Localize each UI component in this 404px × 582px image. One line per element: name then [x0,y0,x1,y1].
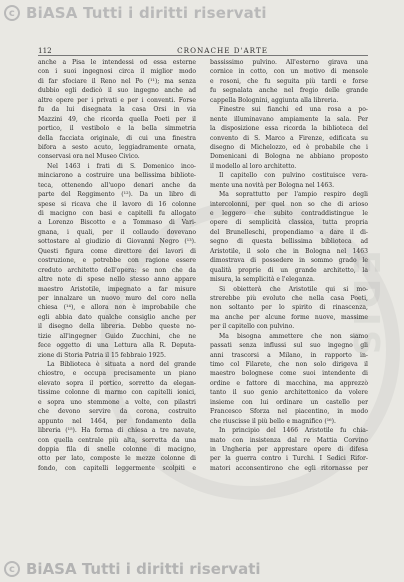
text-line: strerebbe più evoluto che nella casa Poeti, [210,294,368,302]
text-line: disegno di Michelozzo, ed è probabile che i [210,143,368,151]
text-line: passati senza influssi sul suo ingegno gli [210,342,368,350]
text-line: bassissimo pulvino. All'esterno girava una [210,59,368,66]
text-line: matori acconsentirono che egli ritornasse per [210,464,368,472]
text-line: qualità proprie di un grande architetto, la [210,266,368,274]
running-title: CRONACHE D'ARTE [177,46,268,55]
text-line: di far sfociare il Reno nel Po (¹¹); ma senza [38,77,196,85]
text-line: altre note di spese nello stesso anno appare [38,276,196,284]
watermark-top [4,4,267,22]
text-line: In principio del 1466 Aristotile fu chia- [219,427,368,435]
text-line: timo col Filarete, che non solo dirigeva il [210,361,368,368]
page-header [38,46,368,55]
text-line: parte del Reggimento (¹²). Da un libro di [38,191,196,199]
text-line: opere di semplicità classica, tutta propria [210,219,368,227]
text-line: sottostare al giudizio di Giovanni Negro (¹³). [38,238,196,246]
text-line: minciarono a costruire una bellissima bibliote- [38,172,196,180]
text-line: ma anche per alcune forme nuove, massime [210,313,368,321]
text-line: e sopra uno stemmone a volte, con pilastri [38,398,196,406]
text-line: libreria (¹⁵). Ha forma di chiesa a tre navate, [38,427,196,435]
text-line: appunto nel 1464, per fondamento della [38,417,196,425]
text-line: Francesco Sforza nel piacentino, in modo [210,408,368,416]
text-line: nente illuminavano ampiamente la sala. Per [210,115,368,123]
text-line: conservasi ora nel Museo Civico. [38,153,140,161]
text-line: tizie all'ingegner Guido Zucchini, che ne [38,332,196,340]
text-line: mente una novità per Bologna nel 1463. [210,181,335,189]
text-line: per innalzare un nuovo muro del coro nella [38,294,196,302]
text-line: teca, ottenendo all'uopo denari anche da [38,181,196,189]
watermark-bottom [4,560,261,578]
text-line: maestro Aristotile, impegnato a far misure [38,285,196,293]
text-line: della facciata originale, di cui una finestra [38,134,196,142]
text-line: misura, la semplicità e l'eleganza. [210,276,315,284]
text-line: mato con insistenza dal re Mattia Corvino [210,436,368,444]
page-number: 112 [38,46,52,55]
text-line: segno di questa bellissima biblioteca ad [210,238,368,246]
text-line: Questi figura come direttore dei lavori di [38,247,196,255]
text-line: il disegno della libreria. Debbo queste no- [38,323,196,331]
text-line: altre opere per i privati e per i conventi. Forse [38,96,196,104]
header-rule [38,55,368,56]
copyright-icon: c [4,561,20,577]
text-line: intercolonni, per quel non so che di arioso [210,200,368,208]
text-line: che devono servire da corona, costruito [38,408,196,416]
text-line: in Ungheria per apprestare opere di difesa [210,445,368,453]
text-line: cornice in cotto, con un motivo di mensole [210,68,368,76]
text-line: Il capitello con pulvino costituisce vera- [219,172,368,180]
text-line: Domenicani di Bologna ne abbiano proposto [210,153,368,161]
left-column [38,58,196,473]
text-line: La Biblioteca è situata a nord del grande [47,361,196,368]
text-line: maestro bolognese come suoi intendente di [210,370,368,378]
text-line: egli abbia dato qualche consiglio anche per [38,313,196,321]
text-columns [38,58,368,473]
text-line: fondo, con capitelli leggermente scolpiti e [38,464,196,472]
text-line: dimostrava di possedere in sommo grado le [210,257,368,265]
text-line: e rosoni, che fu seguita più tardi e forse [210,77,368,85]
text-line: gnana, i quali, per il collaudo dovevano [38,228,196,236]
text-line: Finestre sui fianchi ed una rosa a po- [219,106,368,114]
text-line: zione di Storia Patria il 15 febbraio 1925. [38,351,166,359]
text-line: di macigno con basi e capitelli fu allogato [38,210,196,217]
text-line: il modello al loro architetto. [210,162,297,170]
text-line: che riuscisse il più bello e magnifico (¹⁶). [210,417,336,425]
text-line: bifora a sesto acuto, leggiadramente ornata, [38,143,196,151]
text-line: e leggero che subito contraddistingue le [210,210,368,217]
text-line: cappella Bolognini, aggiunta alla libreria. [210,96,339,104]
text-line: otto per lato, composte le mezze colonne di [38,455,196,463]
text-line: Aristotile, il solo che in Bologna nel 1463 [210,247,368,255]
text-line: tissime colonne di marmo con capitelli ionici, [38,389,196,397]
text-line: creduto architetto dell'opera: se non che da [38,266,196,274]
text-line: tanto il suo genio architettonico da volere [210,389,368,397]
text-line: anche a Pisa le intendessi od essa esterne [38,59,196,66]
text-line: Ma soprattutto per l'ampio respiro degli [219,191,368,199]
text-line: con i suoi ingegnosi circa il miglior modo [38,68,196,76]
text-line: elevato sopra il portico, sorretto da elegan- [38,379,196,387]
watermark-text: BiASA Tutti i diritti riservati [26,4,267,22]
text-line: non soltanto per lo spirito di rinascenza, [210,304,368,312]
text-line: del Brunelleschi, propendiamo a dare il di- [210,228,368,236]
text-line: per il capitello con pulvino. [210,323,295,331]
text-line: Ma bisogna ammettere che non siamo [219,332,368,340]
text-line: portico, il vestibolo e la bella simmetria [38,125,196,133]
text-line: a Lorenzo Biscotto e a Tommaso di Vari- [38,219,196,227]
text-line: Nel 1463 i frati di S. Domenico inco- [47,162,196,170]
text-line: Si obietterà che Aristotile qui si mo- [219,285,368,293]
text-line: insieme con lui ordinare un castello per [210,398,368,406]
text-line: convento di S. Marco a Firenze, edificata su [210,134,368,142]
text-line: per la guerra contro i Turchi. I Sedici Rifor- [210,455,368,463]
right-column [210,58,368,473]
text-line: la disposizione essa ricorda la biblioteca del [210,125,368,133]
text-line: dubbio egli dedicò il suo ingegno anche ad [38,87,196,95]
text-line: fu da lui disegnata la casa Orsi in via [38,106,196,114]
text-line: con quella centrale più alta, sorretta da una [38,436,196,444]
text-line: fece oggetto di una Lettura alla R. Deputa- [38,342,196,350]
watermark-text: BiASA Tutti i diritti riservati [26,560,261,578]
text-line: anni trascorsi a Milano, in rapporto in- [210,351,368,359]
text-line: chiesa (¹⁴), e allora non è improbabile che [38,304,196,312]
text-line: ordine e fattore di macchina, ma apprezzò [210,379,368,387]
text-line: chiostro, e occupa precisamente un piano [38,370,196,378]
copyright-icon: c [4,5,20,21]
text-line: spese si ricava che il lavoro di 16 colonne [38,200,196,208]
text-line: costruzione, e potrebbe con ragione essere [38,257,196,265]
text-line: Mazzini 49, che ricorda quella Poeti per il [38,115,196,123]
watermark-seal-lettering: EDIS [345,250,386,360]
text-line: doppia fila di snelle colonne di macigno, [38,445,196,453]
text-line: fu segnalata anche nel fregio delle grande [210,87,368,95]
